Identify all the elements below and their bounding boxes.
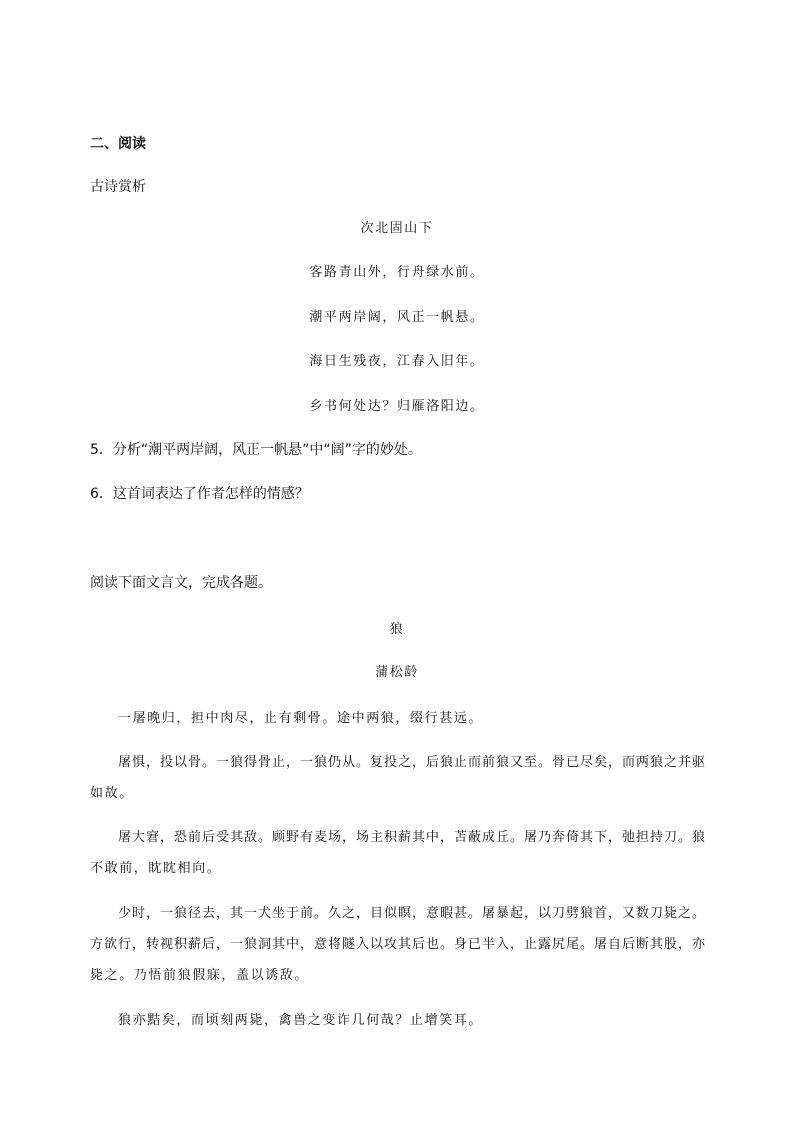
reading-instruction: 阅读下面文言文，完成各题。 (90, 575, 272, 591)
prose-line: 狼亦黠矣，而顷刻两毙，禽兽之变诈几何哉？止增笑耳。 (118, 1013, 484, 1028)
section-heading: 二、阅读 (90, 136, 146, 152)
question-5: 5．分析“潮平两岸阔，风正一帆悬”中“阔”字的妙处。 (90, 442, 422, 458)
poem-line: 潮平两岸阔，风正一帆悬。 (309, 310, 485, 325)
poem-line: 乡书何处达？归雁洛阳边。 (309, 399, 485, 414)
prose-line: 少时，一狼径去，其一犬坐于前。久之，目似瞑，意暇甚。屠暴起，以刀劈狼首，又数刀毙之。 (118, 906, 707, 921)
prose-line: 一屠晚归，担中肉尽，止有剩骨。途中两狼，缀行甚远。 (118, 711, 484, 726)
subsection-heading: 古诗赏析 (90, 179, 146, 195)
prose-title: 狼 (389, 622, 405, 637)
prose-line: 屠大窘，恐前后受其敌。顾野有麦场，场主积薪其中，苫蔽成丘。屠乃奔倚其下，弛担持刀。狼 (118, 830, 707, 845)
prose-line: 方欲行，转视积薪后，一狼洞其中，意将隧入以攻其后也。身已半入，止露尻尾。屠自后断其股，亦 (90, 937, 707, 952)
poem-line: 客路青山外，行舟绿水前。 (309, 265, 485, 280)
prose-line: 屠惧，投以骨。一狼得骨止，一狼仍从。复投之，后狼止而前狼又至。骨已尽矣，而两狼之并驱 (118, 755, 707, 770)
prose-line: 毙之。乃悟前狼假寐，盖以诱敌。 (90, 968, 310, 983)
prose-line: 不敢前，眈眈相向。 (90, 861, 222, 876)
poem-title: 次北固山下 (360, 221, 434, 236)
poem-line: 海日生残夜，江春入旧年。 (309, 354, 485, 369)
prose-line: 如故。 (90, 786, 134, 801)
prose-author: 蒲松龄 (375, 665, 419, 680)
question-6: 6．这首词表达了作者怎样的情感？ (90, 486, 309, 502)
